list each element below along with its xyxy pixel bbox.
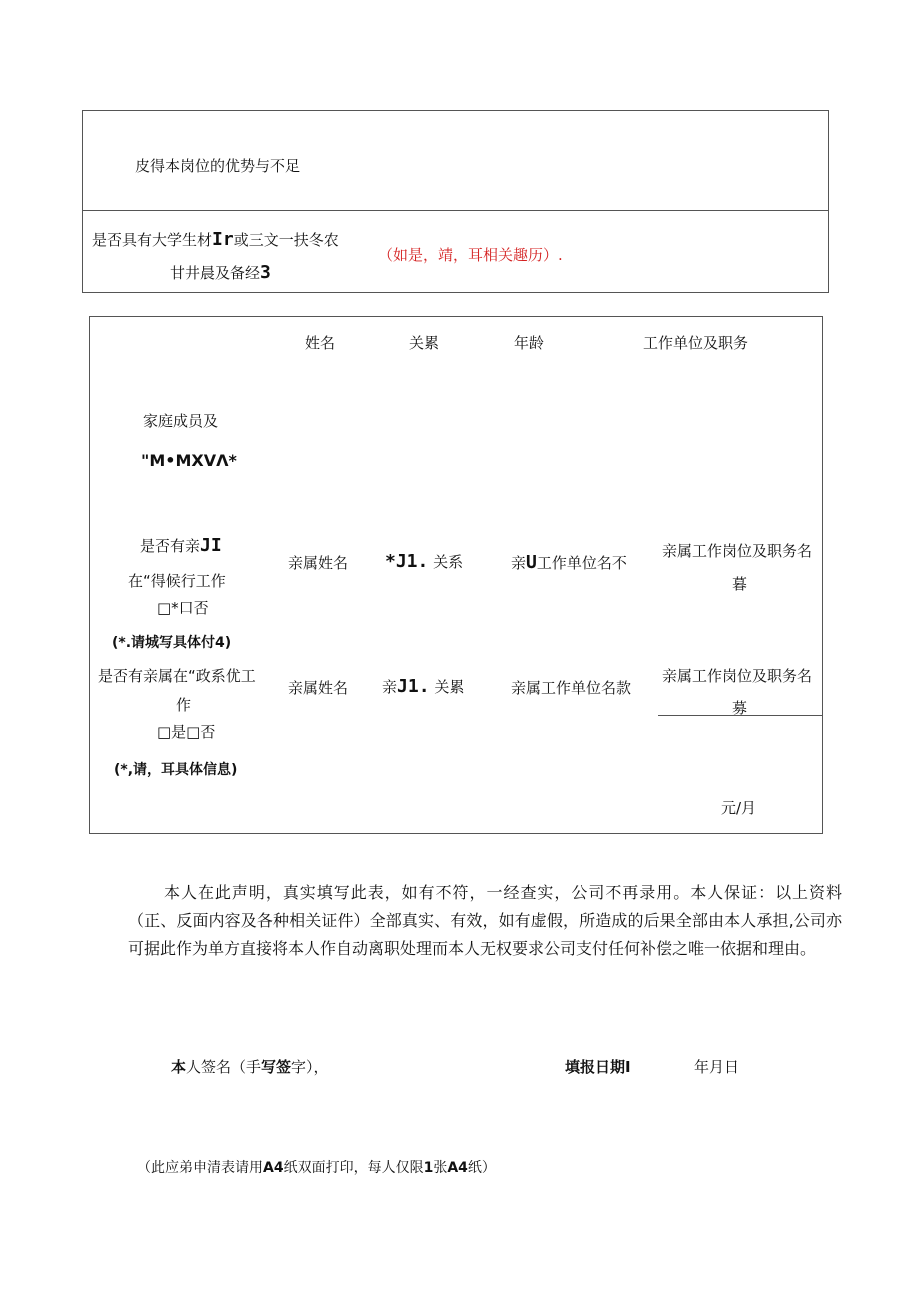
rel1-rel-a: *J1.	[385, 551, 429, 572]
footnote	[137, 1157, 496, 1177]
relative1-relation-col	[385, 551, 463, 572]
header-relation: 关累	[409, 334, 440, 352]
fn-g: 纸）	[467, 1160, 496, 1176]
fn-b: A4	[263, 1160, 284, 1176]
fn-f: A4	[447, 1160, 468, 1176]
advantages-label: 皮得本岗位的优势与不足	[135, 157, 301, 175]
family-members-code: "M•MXVΛ*	[141, 451, 237, 470]
rel2-rel-b: J1.	[397, 676, 430, 697]
signature-label	[171, 1056, 329, 1077]
student-q2-b: 3	[260, 262, 271, 283]
top-table-divider	[82, 210, 829, 211]
rel1-unit-b: U	[526, 552, 537, 573]
relative1-name-col: 亲属姓名	[288, 554, 349, 572]
relative2-question-line2: 作	[176, 696, 192, 714]
student-question-note: （如是，靖，耳相关趣历）.	[378, 246, 563, 264]
relative1-question-line3: □*口否	[157, 599, 209, 617]
relative2-post-col-line2: 募	[732, 699, 748, 717]
relative1-question-line1	[140, 535, 222, 556]
student-question-line1	[92, 229, 339, 250]
student-question-line2	[170, 262, 271, 283]
sig-b: 人签名（手	[186, 1058, 262, 1076]
header-age: 年龄	[514, 334, 545, 352]
rel1-unit-c: 工作单位名不	[536, 554, 627, 572]
relative1-question-line4: (*.请城写具体付4)	[112, 635, 232, 651]
family-members-label: 家庭成员及	[143, 412, 219, 430]
student-q1-a: 是否具有大学生材	[92, 231, 213, 249]
relative1-post-col-line2: 暮	[732, 575, 748, 593]
rel2-rel-a: 亲	[382, 678, 398, 696]
relative2-relation-col	[382, 676, 464, 697]
fn-e: 张	[433, 1160, 448, 1176]
relative1-question-line2: 在“得候行工作	[128, 572, 226, 590]
rel1-q1-b: JI	[200, 535, 222, 556]
sig-c: 写签	[261, 1058, 292, 1076]
relative1-unit-col	[511, 552, 627, 573]
rel1-unit-a: 亲	[511, 554, 527, 572]
fn-c: 纸双面打印，每人仅限	[283, 1160, 424, 1176]
relative2-unit-col: 亲属工作单位名款	[511, 679, 632, 697]
relative2-question-line1: 是否有亲属在“政系优工	[98, 667, 256, 685]
rel1-q1-a: 是否有亲	[140, 537, 201, 555]
fn-a: （此应弟申清表请用	[137, 1160, 263, 1176]
fn-d: 1	[423, 1160, 434, 1176]
sig-a: 本	[171, 1058, 187, 1076]
rel2-rel-c: 关累	[434, 678, 465, 696]
student-q1-c: 或三文一扶冬农	[233, 231, 339, 249]
rel1-rel-b: 关系	[433, 553, 464, 571]
date-value: 年月日	[694, 1058, 740, 1076]
student-q2-a: 甘井晨及备经	[170, 264, 261, 282]
relative2-question-line3: □是□否	[157, 723, 216, 741]
date-label: 填报日期I	[565, 1058, 631, 1076]
relative2-post-col-line1: 亲属工作岗位及职务名	[662, 667, 813, 685]
salary-unit: 元/月	[721, 799, 757, 817]
relative2-name-col: 亲属姓名	[288, 679, 349, 697]
declaration-paragraph: 本人在此声明，真实填写此表，如有不符，一经查实，公司不再录用。本人保证：以上资料（正、反面内容及各种相关证件）全部真实、有效，如有虚假，所造成的后果全部由本人承担,公司亦可据此作为单方直接将本人作自动离职处理而本人无权要求公司支付任何补偿之唯一依据和理由。	[128, 883, 842, 958]
header-name: 姓名	[305, 334, 336, 352]
relative2-question-line4: (*,请，耳具体信息)	[114, 762, 238, 778]
header-work-unit: 工作单位及职务	[643, 334, 749, 352]
student-q1-b: Ir	[212, 229, 234, 250]
relative1-post-col-line1: 亲属工作岗位及职务名	[662, 542, 813, 560]
sig-d: 字），	[291, 1058, 329, 1076]
